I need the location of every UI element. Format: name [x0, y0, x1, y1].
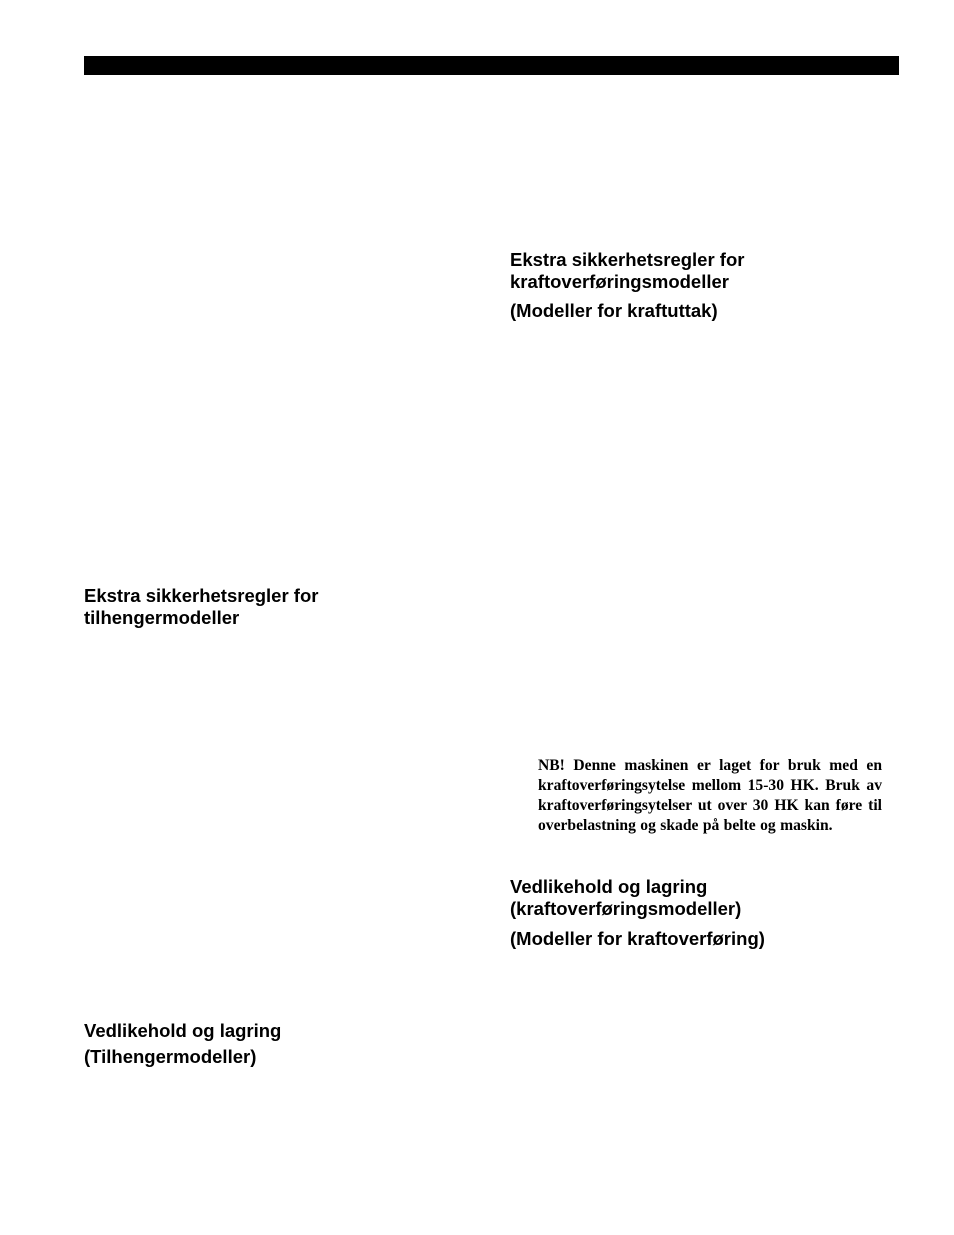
trailer-safety-heading-line2: tilhengermodeller — [84, 607, 240, 628]
pto-maintenance-heading-line1: Vedlikehold og lagring — [510, 876, 708, 897]
horsepower-note: NB! Denne maskinen er laget for bruk med en kraftoverføringsytelse mellom 15-30 HK. Bruk av kraftoverføringsytelser ut over 30 HK kan føre til overbelastning og skade på belte og maskin. — [538, 757, 882, 834]
pto-safety-heading-line1: Ekstra sikkerhetsregler for — [510, 249, 745, 270]
header-rule — [84, 56, 899, 75]
pto-maintenance-heading — [510, 876, 741, 920]
trailer-maintenance-subheading: (Tilhengermodeller) — [84, 1046, 257, 1067]
pto-maintenance-heading-line2: (kraftoverføringsmodeller) — [510, 898, 742, 919]
trailer-maintenance-heading: Vedlikehold og lagring — [84, 1020, 282, 1041]
pto-safety-subheading: (Modeller for kraftuttak) — [510, 300, 718, 321]
trailer-safety-heading — [84, 585, 318, 629]
pto-maintenance-subheading: (Modeller for kraftoverføring) — [510, 928, 765, 949]
pto-safety-heading — [510, 249, 744, 293]
pto-safety-heading-line2: kraftoverføringsmodeller — [510, 271, 729, 292]
trailer-safety-heading-line1: Ekstra sikkerhetsregler for — [84, 585, 319, 606]
